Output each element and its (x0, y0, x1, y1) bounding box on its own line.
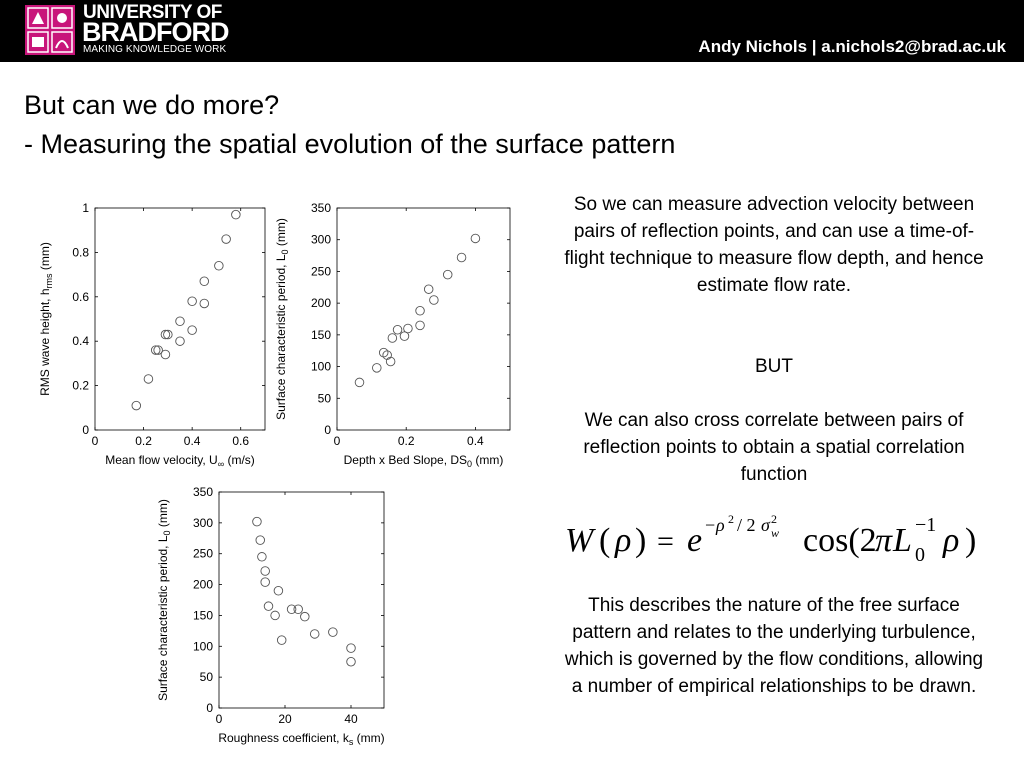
chart1-ytick-label: 0.8 (72, 245, 89, 260)
formula-l: L (893, 522, 912, 559)
chart1-point (176, 337, 185, 346)
chart2-ytick-label: 50 (317, 391, 331, 406)
chart1-ytick-label: 0.4 (72, 334, 89, 349)
chart1-ytick-label: 0.2 (72, 378, 89, 393)
chart2-point (424, 285, 433, 294)
svg-text:): ) (635, 522, 647, 559)
chart3-ylabel: Surface characteristic period, $L_0$ (mm) (156, 499, 172, 701)
paragraph-but: BUT (755, 356, 793, 377)
paragraph-advection: So we can measure advection velocity between pairs of reflection points, and can use a time-of-flight technique to measure flow depth, and hence estimate flow rate. (564, 194, 984, 296)
chart1-ytick-label: 0.6 (72, 289, 89, 304)
chart3-ytick-label: 150 (192, 608, 213, 623)
chart1-frame (95, 208, 265, 430)
formula-sub-w: w (771, 526, 780, 540)
svg-text:): ) (965, 522, 977, 559)
chart3-ytick-label: 100 (192, 639, 213, 654)
formula-rho-1: ρ (615, 522, 632, 559)
formula-exp-rho: ρ (716, 515, 725, 535)
chart1-point (232, 210, 241, 219)
chart1-point (132, 401, 141, 410)
svg-text:(: ( (599, 522, 611, 559)
chart2-ytick-label: 100 (310, 359, 331, 374)
author-contact: Andy Nichols | a.nichols2@brad.ac.uk (698, 37, 1006, 56)
chart2-xtick-label: 0.4 (467, 434, 484, 448)
chart3-point (264, 602, 273, 611)
chart3-frame (219, 492, 384, 708)
chart2-ytick-label: 150 (310, 327, 331, 342)
chart3-point (347, 644, 356, 653)
chart2-point (355, 378, 364, 387)
chart1-ytick-label: 0 (82, 423, 89, 437)
chart3-point (271, 611, 280, 620)
chart1-xtick-label: 0.2 (135, 434, 152, 448)
chart2-point (416, 321, 425, 330)
formula-e: e (687, 522, 703, 559)
chart3-point (256, 536, 265, 545)
formula-sigma: σ (761, 515, 770, 535)
chart2-xlabel: Depth x Bed Slope, $DS_0$ (mm) (343, 453, 504, 469)
chart2-point (393, 325, 402, 334)
chart2-point (430, 296, 439, 305)
chart3-point (261, 578, 270, 587)
chart2-ytick-label: 0 (324, 423, 331, 437)
chart1-ylabel: RMS wave height, $h_{rms}$ (mm) (38, 242, 54, 396)
chart3-point (301, 612, 310, 621)
chart2-xtick-label: 0 (333, 434, 341, 448)
chart3-xtick-label: 40 (344, 712, 358, 726)
formula-cos: cos(2 (803, 522, 877, 559)
chart1-xtick-label: 0 (91, 434, 99, 448)
chart2-point (388, 334, 397, 343)
chart1-point (161, 350, 170, 359)
chart2-point (443, 270, 452, 279)
chart1-xlabel: Mean flow velocity, $U_\infty$ (m/s) (105, 453, 255, 469)
formula-pi: π (875, 522, 893, 559)
chart1-ytick-label: 1 (82, 201, 89, 215)
logo-bradford-text: BRADFORD (82, 17, 229, 47)
chart3-ytick-label: 350 (192, 485, 213, 499)
chart3-xtick-label: 0 (215, 712, 223, 726)
chart3-point (253, 517, 262, 526)
chart3-point (277, 636, 286, 645)
formula-exp-minus: − (705, 515, 716, 535)
chart1-point (222, 235, 231, 244)
chart1-point (215, 261, 224, 270)
chart2-point (372, 364, 381, 373)
formula-exp-sq: 2 (728, 512, 734, 526)
chart3-point (347, 657, 356, 666)
chart3-ytick-label: 0 (206, 701, 213, 715)
svg-text:=: = (657, 525, 674, 558)
chart2-point (416, 306, 425, 315)
chart3-ytick-label: 300 (192, 515, 213, 530)
chart1-point (188, 326, 197, 335)
chart2-point (386, 357, 395, 366)
chart2-ytick-label: 250 (310, 264, 331, 279)
chart1-xtick-label: 0.6 (232, 434, 250, 448)
chart3-point (274, 586, 283, 595)
chart1-point (200, 277, 209, 286)
chart1-xtick-label: 0.4 (183, 434, 201, 448)
chart2-point (471, 234, 480, 243)
chart3-point (329, 628, 338, 637)
chart2-ytick-label: 350 (310, 201, 331, 215)
chart3-point (310, 630, 319, 639)
chart3-point (261, 567, 270, 576)
chart1-point (200, 299, 209, 308)
paragraph-cross-correlate: We can also cross correlate between pairs of reflection points to obtain a spatial correlation function (583, 410, 965, 485)
formula-exp-div: / 2 (737, 515, 756, 535)
chart2-ytick-label: 300 (310, 232, 331, 247)
formula-w: W (565, 522, 594, 559)
chart2-ylabel: Surface characteristic period, $L_0$ (mm) (274, 218, 290, 420)
formula-sup: −1 (915, 514, 937, 536)
formula-rho-2: ρ (943, 522, 960, 559)
logo-university-text: UNIVERSITY OF (83, 2, 222, 23)
formula-sub-0: 0 (915, 544, 925, 566)
chart3-point (294, 605, 303, 614)
chart1-point (176, 317, 185, 326)
chart3-xtick-label: 20 (278, 712, 292, 726)
chart2-frame (337, 208, 510, 430)
paragraph-description: This describes the nature of the free surface pattern and relates to the underlying turbulence, which is governed by the flow conditions, allowing a number of empirical relationships to be drawn. (564, 595, 984, 697)
chart1-point (188, 297, 197, 306)
chart3-ytick-label: 250 (192, 546, 213, 561)
logo-tagline: MAKING KNOWLEDGE WORK (83, 44, 227, 55)
chart1-point (144, 375, 153, 384)
chart3-ytick-label: 50 (199, 670, 213, 685)
title-line-1: But can we do more? (24, 90, 280, 120)
formula-sigma-sq: 2 (771, 512, 777, 526)
chart3-point (258, 553, 267, 562)
title-line-2: - Measuring the spatial evolution of the surface pattern (24, 129, 676, 159)
chart2-point (404, 324, 413, 333)
chart3-xlabel: Roughness coefficient, $k_s$ (mm) (218, 731, 385, 747)
chart2-point (457, 253, 466, 262)
chart2-ytick-label: 200 (310, 296, 331, 311)
correlation-formula (565, 505, 995, 575)
chart2-xtick-label: 0.2 (397, 434, 415, 448)
chart3-ytick-label: 200 (192, 577, 213, 592)
